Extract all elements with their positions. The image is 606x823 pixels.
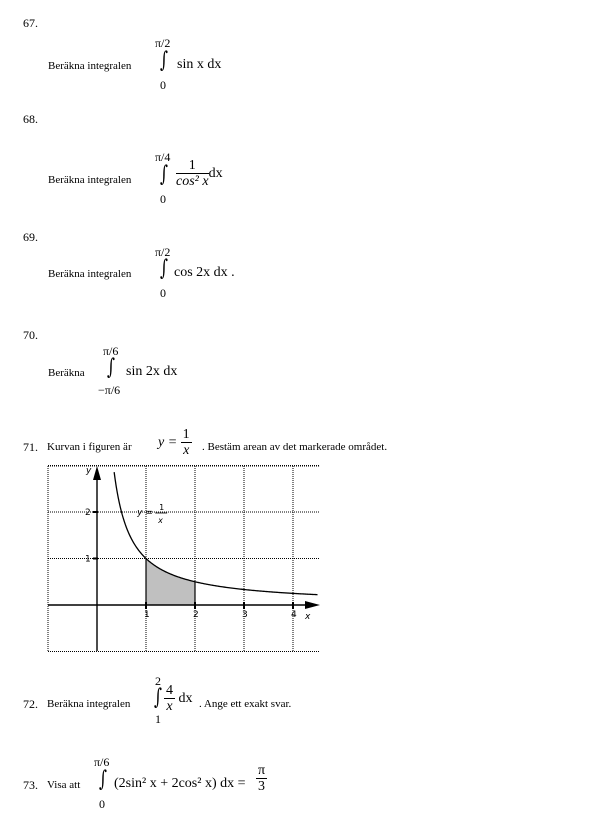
problem-71-number: 71. (23, 440, 38, 454)
problem-68-prefix: Beräkna integralen (48, 174, 132, 186)
shaded-area (146, 559, 195, 606)
problem-67-prefix: Beräkna integralen (48, 60, 132, 72)
integral-sign-icon: ∫ (99, 767, 108, 792)
integral-sign-icon: ∫ (160, 162, 169, 187)
problem-70-prefix: Beräkna (48, 367, 85, 379)
problem-70-lower-limit: −π/6 (98, 383, 121, 397)
problem-71-text: Kurvan i figuren är (47, 441, 132, 453)
integral-sign-icon: ∫ (107, 355, 116, 380)
problem-73-prefix: Visa att (47, 779, 81, 791)
problem-72-prefix: Beräkna integralen (47, 698, 131, 710)
integral-sign-icon: ∫ (160, 48, 169, 73)
problem-70-integrand: sin 2x dx (126, 364, 178, 379)
problem-72-upper-limit: 2 (155, 674, 161, 688)
problem-67-lower-limit: 0 (160, 78, 166, 92)
problem-73-lower-limit: 0 (99, 797, 105, 811)
problem-69-integrand: cos 2x dx . (174, 265, 235, 280)
fraction-denominator: x (166, 699, 173, 715)
problem-73-rhs (256, 763, 267, 795)
problem-67-number: 67. (23, 16, 38, 30)
problem-72-number: 72. (23, 697, 38, 711)
problem-69-prefix: Beräkna integralen (48, 268, 132, 280)
curve-label-numerator: 1 (159, 503, 165, 512)
fraction-numerator: 1 (182, 427, 190, 442)
problem-71-text-after: . Bestäm arean av det markerade området. (202, 441, 388, 453)
curve-label (136, 503, 167, 525)
problem-68-dx: dx (208, 166, 223, 182)
problem-70-number: 70. (23, 328, 38, 342)
x-tick-label: 3 (242, 610, 248, 620)
fraction-denominator: 3 (258, 779, 266, 795)
fraction-numerator: π (258, 763, 266, 778)
fraction-denominator: x (183, 443, 190, 459)
y-tick-label: 1 (85, 554, 91, 565)
fraction-denominator: cos² x (176, 174, 209, 190)
curve-label-denominator: x (158, 516, 163, 525)
problem-67-upper-limit: π/2 (155, 36, 171, 50)
problem-72-text-after: . Ange ett exakt svar. (199, 698, 292, 710)
problem-72-integrand (164, 683, 193, 715)
problem-73-number: 73. (23, 778, 38, 792)
problem-73-upper-limit: π/6 (94, 755, 110, 769)
problem-69-upper-limit: π/2 (155, 245, 171, 259)
fraction-numerator: 4 (166, 683, 173, 698)
problem-68-lower-limit: 0 (160, 192, 166, 206)
x-tick-label: 4 (291, 610, 297, 620)
y-axis-label: y (86, 466, 92, 476)
equation-lhs: y = (158, 435, 178, 451)
problem-68-number: 68. (23, 112, 38, 126)
problem-73-integrand: (2sin² x + 2cos² x) dx = (114, 776, 246, 791)
problem-68-upper-limit: π/4 (155, 150, 171, 164)
problem-70-upper-limit: π/6 (103, 344, 119, 358)
problem-72-dx: dx (178, 691, 193, 707)
problem-67-integrand: sin x dx (177, 57, 222, 72)
fraction-numerator: 1 (176, 158, 209, 174)
integral-sign-icon: ∫ (160, 256, 169, 281)
problem-72-lower-limit: 1 (155, 712, 161, 726)
x-axis-label: x (305, 612, 311, 622)
problem-73-rhs-fraction (256, 763, 267, 795)
problem-69-lower-limit: 0 (160, 286, 166, 300)
x-axis-arrow-icon (305, 601, 320, 609)
x-tick-label: 1 (144, 610, 150, 620)
y-tick-label: 2 (85, 508, 91, 518)
x-tick-label: 2 (193, 610, 199, 620)
y-axis-arrow-icon (93, 466, 101, 480)
problem-69-number: 69. (23, 230, 38, 244)
curve-label-lhs: y = (137, 508, 153, 518)
curve-y-equals-1-over-x (114, 472, 317, 595)
integral-sign-icon: ∫ (154, 685, 163, 710)
problem-72-fraction (164, 683, 175, 715)
